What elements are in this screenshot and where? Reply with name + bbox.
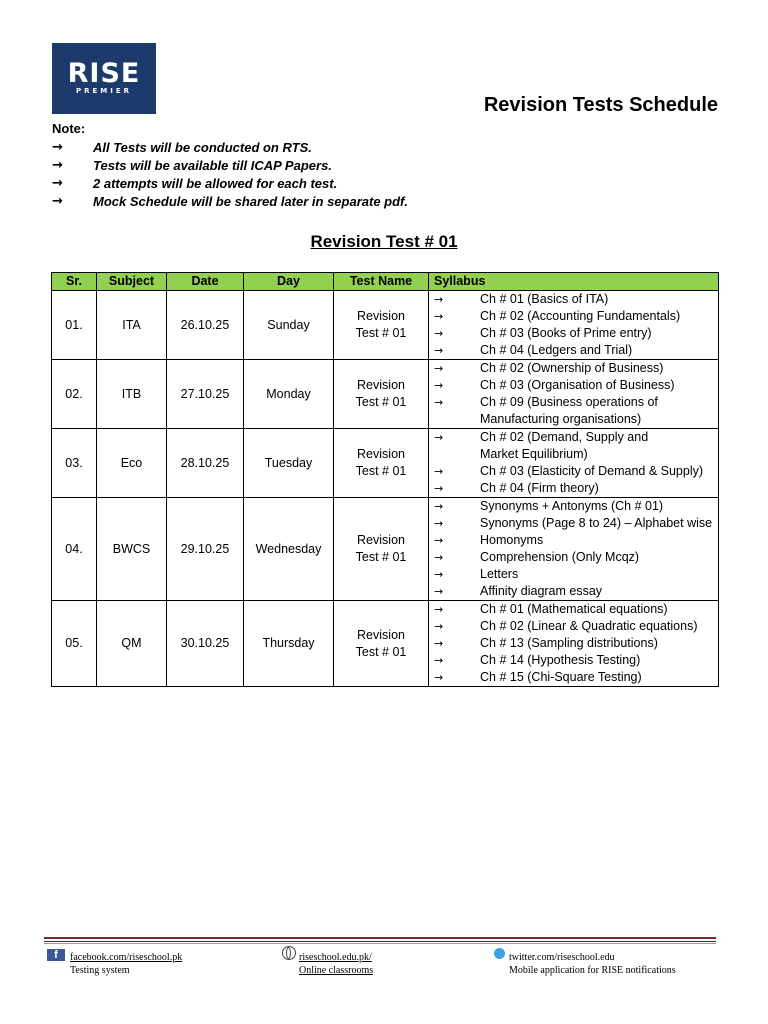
notes-list bbox=[52, 139, 408, 211]
header-subject: Subject bbox=[97, 273, 167, 291]
syllabus-item bbox=[429, 669, 718, 686]
arrow-icon: → bbox=[434, 603, 444, 616]
syllabus-item bbox=[429, 601, 718, 618]
globe-icon bbox=[282, 946, 296, 960]
cell-day: Tuesday bbox=[244, 429, 334, 498]
cell-test-name bbox=[334, 291, 429, 360]
note-text: Tests will be available till ICAP Papers. bbox=[93, 158, 332, 173]
test-name-line: Test # 01 bbox=[355, 644, 407, 659]
arrow-icon: → bbox=[52, 158, 63, 173]
website-caption: Online classrooms bbox=[299, 965, 374, 976]
syllabus-item bbox=[429, 515, 718, 532]
arrow-icon: → bbox=[434, 379, 444, 392]
section-title: Revision Test # 01 bbox=[310, 232, 458, 251]
syllabus-item bbox=[429, 583, 718, 600]
table-row bbox=[52, 601, 719, 687]
syllabus-text: Homonyms bbox=[480, 533, 544, 547]
arrow-icon: → bbox=[434, 431, 444, 444]
footer-twitter bbox=[509, 951, 676, 977]
twitter-caption: Mobile application for RISE notifications bbox=[509, 965, 676, 976]
cell-subject: ITB bbox=[97, 360, 167, 429]
test-name-line: Test # 01 bbox=[355, 395, 407, 409]
arrow-icon: → bbox=[434, 500, 444, 513]
syllabus-text: Ch # 14 (Hypothesis Testing) bbox=[480, 653, 641, 667]
syllabus-item bbox=[429, 532, 718, 549]
syllabus-text: Ch # 03 (Books of Prime entry) bbox=[480, 326, 652, 340]
syllabus-item bbox=[429, 463, 718, 480]
footer-facebook bbox=[70, 951, 182, 977]
syllabus-text: Ch # 02 (Demand, Supply and bbox=[480, 430, 649, 444]
syllabus-text: Ch # 03 (Organisation of Business) bbox=[480, 378, 675, 392]
cell-syllabus bbox=[429, 601, 719, 687]
syllabus-item bbox=[429, 566, 718, 583]
cell-test-name bbox=[334, 360, 429, 429]
arrow-icon: → bbox=[52, 194, 63, 209]
syllabus-text: Ch # 01 (Basics of ITA) bbox=[480, 292, 609, 306]
syllabus-item bbox=[429, 618, 718, 635]
note-text: 2 attempts will be allowed for each test. bbox=[93, 176, 338, 191]
syllabus-text: Letters bbox=[480, 567, 519, 581]
syllabus-text: Comprehension (Only Mcqz) bbox=[480, 550, 640, 564]
logo-sub-text: PREMIER bbox=[75, 87, 133, 95]
twitter-link[interactable]: twitter.com/riseschool.edu bbox=[509, 952, 615, 963]
syllabus-item bbox=[429, 498, 718, 515]
header-sr: Sr. bbox=[52, 273, 97, 291]
test-name-line: Revision bbox=[357, 533, 405, 547]
cell-test-name bbox=[334, 429, 429, 498]
website-link[interactable]: riseschool.edu.pk/ bbox=[299, 952, 372, 963]
test-name-line: Revision bbox=[357, 378, 405, 392]
syllabus-item bbox=[429, 308, 718, 325]
facebook-icon: f bbox=[47, 949, 65, 961]
syllabus-text: Manufacturing organisations) bbox=[480, 412, 642, 426]
arrow-icon: → bbox=[434, 637, 444, 650]
test-name-line: Revision bbox=[357, 627, 405, 642]
syllabus-text: Affinity diagram essay bbox=[480, 584, 603, 598]
syllabus-text: Ch # 04 (Ledgers and Trial) bbox=[480, 343, 633, 357]
table-row bbox=[52, 360, 719, 429]
page-title: Revision Tests Schedule bbox=[483, 94, 718, 116]
arrow-icon: → bbox=[434, 465, 444, 478]
cell-sr: 02. bbox=[52, 360, 97, 429]
cell-day: Wednesday bbox=[244, 498, 334, 601]
note-item bbox=[52, 175, 408, 193]
test-name-line: Test # 01 bbox=[355, 326, 407, 340]
cell-date: 28.10.25 bbox=[167, 429, 244, 498]
syllabus-text: Ch # 09 (Business operations of bbox=[480, 395, 658, 409]
syllabus-text: Ch # 13 (Sampling distributions) bbox=[480, 636, 658, 650]
test-name-line: Revision bbox=[357, 447, 405, 461]
header-date: Date bbox=[167, 273, 244, 291]
header-day: Day bbox=[244, 273, 334, 291]
arrow-icon: → bbox=[434, 517, 444, 530]
cell-sr: 04. bbox=[52, 498, 97, 601]
note-item bbox=[52, 157, 408, 175]
arrow-icon: → bbox=[434, 620, 444, 633]
note-item bbox=[52, 193, 408, 211]
test-name-line: Test # 01 bbox=[355, 464, 407, 478]
arrow-icon: → bbox=[434, 551, 444, 564]
facebook-link[interactable]: facebook.com/riseschool.pk bbox=[70, 952, 183, 963]
syllabus-text: Synonyms (Page 8 to 24) – Alphabet wise bbox=[480, 516, 713, 530]
logo-main-text: RISE bbox=[67, 58, 141, 89]
facebook-caption: Testing system bbox=[70, 965, 130, 976]
cell-date: 27.10.25 bbox=[167, 360, 244, 429]
cell-date: 29.10.25 bbox=[167, 498, 244, 601]
syllabus-item bbox=[429, 652, 718, 669]
syllabus-text: Ch # 02 (Linear & Quadratic equations) bbox=[480, 619, 698, 633]
arrow-icon: → bbox=[434, 568, 444, 581]
cell-sr: 05. bbox=[52, 601, 97, 687]
syllabus-item bbox=[429, 480, 718, 497]
schedule-table bbox=[51, 272, 719, 687]
test-name-line: Test # 01 bbox=[355, 550, 407, 564]
syllabus-text: Market Equilibrium) bbox=[480, 447, 588, 461]
cell-day: Sunday bbox=[244, 291, 334, 360]
cell-syllabus bbox=[429, 360, 719, 429]
cell-syllabus bbox=[429, 498, 719, 601]
footer-website bbox=[299, 951, 373, 977]
cell-date: 26.10.25 bbox=[167, 291, 244, 360]
syllabus-text: Ch # 01 (Mathematical equations) bbox=[480, 602, 668, 616]
cell-date: 30.10.25 bbox=[167, 601, 244, 687]
arrow-icon: → bbox=[434, 310, 444, 323]
cell-syllabus bbox=[429, 291, 719, 360]
cell-sr: 03. bbox=[52, 429, 97, 498]
table-header-row bbox=[52, 273, 719, 291]
arrow-icon: → bbox=[434, 327, 444, 340]
syllabus-text: Ch # 04 (Firm theory) bbox=[480, 481, 599, 495]
syllabus-item bbox=[429, 394, 718, 411]
arrow-icon bbox=[429, 411, 480, 428]
arrow-icon: → bbox=[52, 140, 63, 155]
arrow-icon: → bbox=[434, 585, 444, 598]
cell-subject: Eco bbox=[97, 429, 167, 498]
arrow-icon: → bbox=[434, 362, 444, 375]
arrow-icon bbox=[429, 446, 480, 463]
note-item bbox=[52, 139, 408, 157]
note-text: All Tests will be conducted on RTS. bbox=[93, 140, 312, 155]
syllabus-text: Ch # 02 (Ownership of Business) bbox=[480, 361, 664, 375]
twitter-icon bbox=[494, 948, 505, 959]
cell-subject: BWCS bbox=[97, 498, 167, 601]
arrow-icon: → bbox=[434, 344, 444, 357]
syllabus-item bbox=[429, 549, 718, 566]
arrow-icon: → bbox=[434, 482, 444, 495]
cell-subject: ITA bbox=[97, 291, 167, 360]
syllabus-text: Ch # 03 (Elasticity of Demand & Supply) bbox=[480, 464, 704, 478]
syllabus-item bbox=[429, 325, 718, 342]
cell-day: Thursday bbox=[244, 601, 334, 687]
note-text: Mock Schedule will be shared later in separate pdf. bbox=[93, 194, 408, 209]
cell-subject: QM bbox=[97, 601, 167, 687]
syllabus-item bbox=[429, 377, 718, 394]
syllabus-item bbox=[429, 291, 718, 308]
syllabus-item bbox=[429, 411, 718, 428]
note-label: Note: bbox=[52, 121, 86, 136]
syllabus-item bbox=[429, 635, 718, 652]
header-syllabus: Syllabus bbox=[429, 273, 719, 291]
cell-syllabus bbox=[429, 429, 719, 498]
syllabus-text: Synonyms + Antonyms (Ch # 01) bbox=[480, 499, 664, 513]
table-row bbox=[52, 498, 719, 601]
syllabus-text: Ch # 02 (Accounting Fundamentals) bbox=[480, 309, 681, 323]
cell-sr: 01. bbox=[52, 291, 97, 360]
syllabus-item bbox=[429, 429, 718, 446]
cell-day: Monday bbox=[244, 360, 334, 429]
test-name-line: Revision bbox=[357, 309, 405, 323]
rise-logo bbox=[52, 43, 156, 114]
arrow-icon: → bbox=[434, 534, 444, 547]
table-row bbox=[52, 291, 719, 360]
arrow-icon: → bbox=[434, 671, 444, 684]
arrow-icon: → bbox=[434, 396, 444, 409]
arrow-icon: → bbox=[434, 293, 444, 306]
arrow-icon: → bbox=[434, 654, 444, 667]
cell-test-name bbox=[334, 498, 429, 601]
arrow-icon: → bbox=[52, 176, 63, 191]
cell-test-name bbox=[334, 601, 429, 687]
syllabus-text: Ch # 15 (Chi-Square Testing) bbox=[480, 670, 642, 684]
footer-divider bbox=[44, 937, 716, 944]
table-row bbox=[52, 429, 719, 498]
syllabus-item bbox=[429, 342, 718, 359]
syllabus-item bbox=[429, 360, 718, 377]
header-test-name: Test Name bbox=[334, 273, 429, 291]
syllabus-item bbox=[429, 446, 718, 463]
